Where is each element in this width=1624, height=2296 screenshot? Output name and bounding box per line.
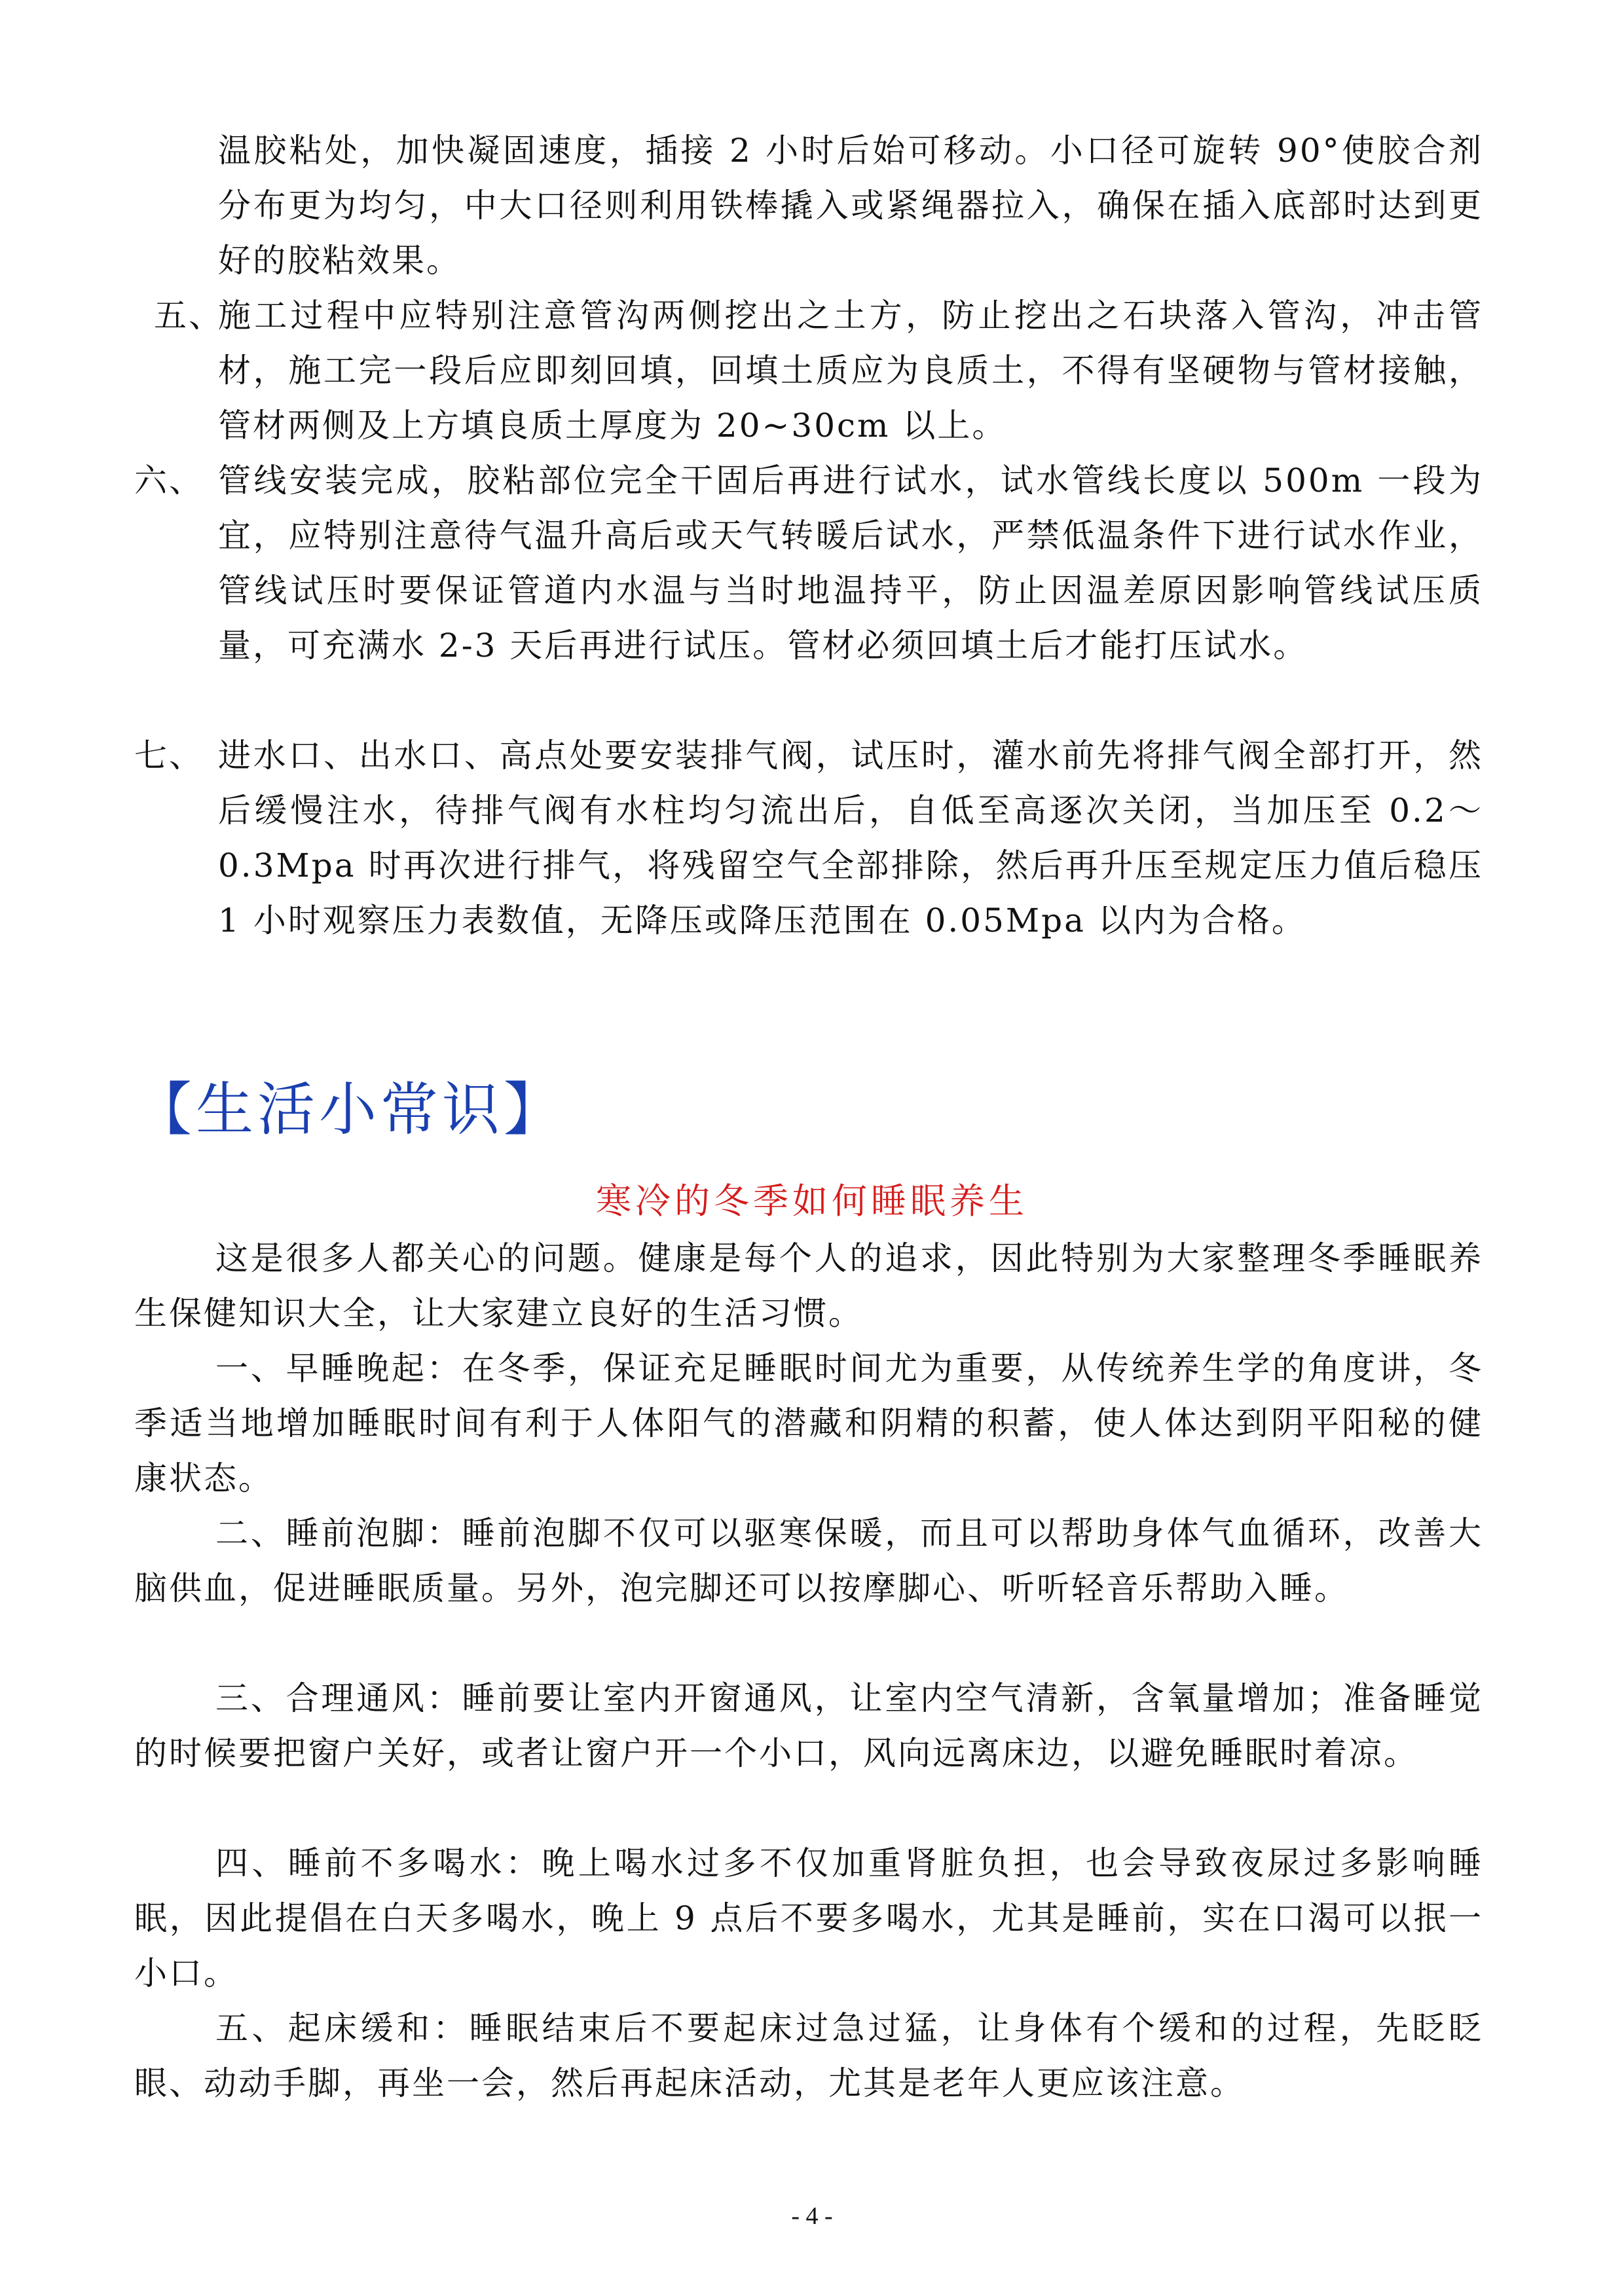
list-item-number: 七、: [134, 737, 204, 774]
list-item-text: 管线安装完成，胶粘部位完全干固后再进行试水，试水管线长度以 500m 一段为宜，应特别注意待气温升高后或天气转暖后试水，严禁低温条件下进行试水作业，管线试压时要保证管道内水温与当时地温持平，防止因温差原因影响管线试压质量，可充满水 2-3 天后再进行试压。管材必须回填土后才能打压试水。: [218, 462, 1483, 665]
article-paragraph: 三、合理通风：睡前要让室内开窗通风，让室内空气清新，含氧量增加；准备睡觉的时候要把窗户关好，或者让窗户开一个小口，风向远离床边，以避免睡眠时着凉。: [134, 1679, 1483, 1772]
article-paragraph: 五、起床缓和：睡眠结束后不要起床过急过猛，让身体有个缓和的过程，先眨眨眼、动动手脚，再坐一会，然后再起床活动，尤其是老年人更应该注意。: [134, 2009, 1483, 2102]
article-paragraph: 四、睡前不多喝水：晚上喝水过多不仅加重肾脏负担，也会导致夜尿过多影响睡眠，因此提倡在白天多喝水，晚上 9 点后不要多喝水，尤其是睡前，实在口渴可以抿一小口。: [134, 1844, 1483, 1992]
list-item-5: [134, 288, 1483, 453]
page-number: - 4 -: [791, 2202, 833, 2230]
list-item-number: 五、: [154, 297, 223, 335]
article-paragraph: 二、睡前泡脚：睡前泡脚不仅可以驱寒保暖，而且可以帮助身体气血循环，改善大脑供血，促进睡眠质量。另外，泡完脚还可以按摩脚心、听听轻音乐帮助入睡。: [134, 1514, 1483, 1607]
continuation-paragraph: [134, 123, 1483, 288]
article-paragraph: 一、早睡晚起：在冬季，保证充足睡眠时间尤为重要，从传统养生学的角度讲，冬季适当地增加睡眠时间有利于人体阳气的潜藏和阴精的积蓄，使人体达到阴平阳秘的健康状态。: [134, 1349, 1483, 1497]
continuation-text: 温胶粘处，加快凝固速度，插接 2 小时后始可移动。小口径可旋转 90°使胶合剂分布更为均匀，中大口径则利用铁棒撬入或紧绳器拉入，确保在插入底部时达到更好的胶粘效果。: [218, 132, 1483, 280]
list-item-text: 进水口、出水口、高点处要安装排气阀，试压时，灌水前先将排气阀全部打开，然后缓慢注水，待排气阀有水柱均匀流出后，自低至高逐次关闭，当加压至 0.2～0.3Mpa 时再次进行排气，将残留空气全部排除，然后再升压至规定压力值后稳压 1 小时观察压力表数值，无降压或降压范围在 0.05Mpa 以内为合格。: [218, 737, 1483, 939]
article-title: 寒冷的冬季如何睡眠养生: [596, 1180, 1028, 1222]
list-item-6: [134, 453, 1483, 673]
list-item-7: [134, 728, 1483, 948]
section-heading: 【生活小常识】: [134, 1076, 566, 1143]
article-paragraph: 这是很多人都关心的问题。健康是每个人的追求，因此特别为大家整理冬季睡眠养生保健知识大全，让大家建立良好的生活习惯。: [134, 1239, 1483, 1332]
list-item-text: 施工过程中应特别注意管沟两侧挖出之土方，防止挖出之石块落入管沟，冲击管材，施工完一段后应即刻回填，回填土质应为良质土，不得有坚硬物与管材接触，管材两侧及上方填良质土厚度为 20~30cm 以上。: [218, 297, 1483, 445]
list-item-number: 六、: [134, 462, 204, 500]
